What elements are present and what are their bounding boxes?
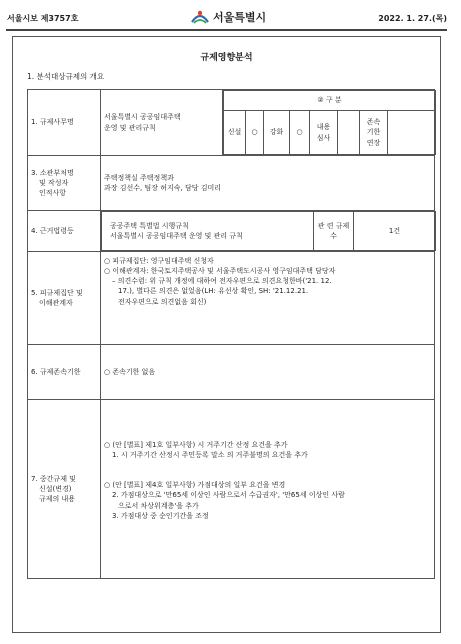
label-regulation-name: 1. 규제사무명: [28, 90, 101, 156]
content-line2: 1. 시 거주기간 산정시 주민등록 말소 의 거주불명의 요건을 추가: [112, 451, 308, 460]
label-regulation-content: [28, 400, 101, 579]
content-line6: 3. 가점대상 중 순인기간을 조정: [112, 511, 209, 520]
cell-regulation-content: [101, 400, 435, 579]
row-regulation-content: [28, 400, 435, 579]
category-strengthen-mark: ○: [290, 111, 310, 155]
publish-date: 2022. 1. 27.(목): [378, 14, 447, 23]
duration-text: ○ 존속기한 없음: [101, 345, 435, 400]
label-stakeholders-line2: 이해관계자: [39, 299, 73, 307]
category-review: 내용 심사: [310, 111, 338, 155]
category-strengthen: 강화: [264, 111, 290, 155]
regulation-name-line2: 운영 및 관리규칙: [104, 123, 156, 132]
stakeholders-line3: – 의견수렴: 위 규칙 개정에 대하여 전자우편으로 의견요청한바('21. 12.: [112, 277, 332, 286]
category-extend-mark: [388, 111, 436, 155]
label-stakeholders-line1: 5. 피규제집단 및: [31, 288, 83, 297]
related-count-value: 1건: [354, 212, 436, 251]
stakeholders-line4: 17.), 별다른 의견은 없었음(LH: 유선상 확인, SH: '21.12.21.: [118, 287, 309, 296]
category-new-mark: ○: [246, 111, 264, 155]
seoul-logo: [190, 7, 266, 27]
row-stakeholders: [28, 252, 435, 345]
category-new: 신설: [224, 111, 246, 155]
label-department: [28, 156, 101, 211]
category-table: [223, 90, 436, 155]
label-department-line2: 및 작성자: [39, 178, 69, 187]
overview-table: [27, 89, 435, 579]
related-count-label: 관 련 규제수: [314, 212, 354, 251]
content-line4: 2. 가점대상으로 '만65세 이상인 사람으로서 수급권자', '만65세 이상인 사람: [112, 491, 345, 500]
cell-legal-basis: [101, 211, 435, 252]
department-line1: 주택정책실 주택정책과: [104, 173, 174, 182]
label-stakeholders: [28, 252, 101, 345]
page-header: [0, 0, 461, 30]
seoul-emblem-icon: [190, 8, 210, 26]
cell-stakeholders: [101, 252, 435, 345]
cell-regulation-name: [101, 90, 223, 156]
row-duration: [28, 345, 435, 400]
stakeholders-line5: 전자우편으로 의견없음 회신): [118, 297, 207, 306]
row-legal-basis: [28, 211, 435, 252]
section-heading: 1. 분석대상규제의 개요: [27, 72, 105, 81]
content-line1: ○ (안 [별표] 제1호 일부사항) 시 거주기간 산정 요건을 추가: [104, 441, 288, 449]
document-title: 규제영향분석: [200, 53, 253, 63]
label-content-line2: 신설(변경): [39, 484, 72, 493]
legal-basis-text: [102, 212, 314, 251]
label-duration: 6. 규제존속기한: [28, 345, 101, 400]
label-department-line3: 인적사항: [39, 189, 67, 198]
content-line3: ○ (안 [별표] 제4호 일부사항) 가점대상의 일부 요건을 변경: [104, 481, 286, 490]
category-header: ② 구 분: [224, 91, 436, 111]
cell-department: [101, 156, 435, 211]
label-legal-basis: 4. 근거법령등: [28, 211, 101, 252]
issue-number: 서울시보 제3757호: [7, 14, 79, 23]
row-regulation-name: [28, 90, 435, 156]
category-review-mark: [338, 111, 360, 155]
document-frame: [12, 36, 441, 633]
row-department: [28, 156, 435, 211]
regulation-name-line1: 서울특별시 공공임대주택: [104, 113, 181, 122]
label-department-line1: 3. 소관부처명: [31, 168, 74, 177]
label-content-line1: 7. 중간규제 및: [31, 474, 76, 483]
stakeholders-line2: ○ 이해관계자: 한국토지주택공사 및 서울주택도시공사 영구임대주택 담당자: [104, 267, 336, 276]
legal-basis-line1: 공공주택 특별법 시행규칙: [110, 221, 189, 230]
content-line5: 으로서 차상위계층'을 추가: [118, 501, 199, 510]
cell-category: [223, 90, 435, 156]
logo-text: 서울특별시: [213, 11, 267, 24]
label-content-line3: 규제의 내용: [39, 495, 76, 504]
legal-basis-table: [101, 211, 436, 251]
legal-basis-line2: 서울특별시 공공임대주택 운영 및 관리 규칙: [110, 232, 243, 240]
department-line2: 과장 김선수, 팀장 허지숙, 담당 김미리: [104, 184, 222, 192]
stakeholders-line1: ○ 피규제집단: 영구임대주택 신청자: [104, 257, 214, 265]
header-divider: [6, 29, 447, 31]
category-extend: 존속 기한 연장: [360, 111, 388, 155]
